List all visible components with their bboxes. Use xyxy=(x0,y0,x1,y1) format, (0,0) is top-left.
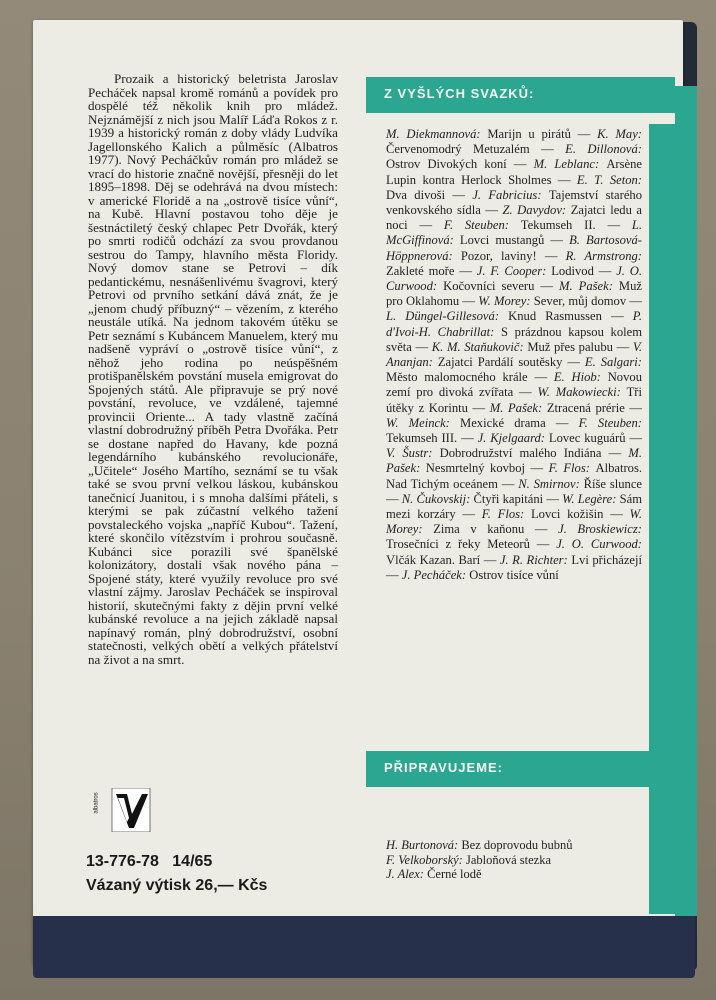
book-title: Lodivod xyxy=(551,263,594,278)
book-title: Arsène Lupin kontra Herlock Sholmes xyxy=(386,157,642,187)
book-title: Vlčák Kazan. Barí xyxy=(386,552,481,567)
book-title: Zajatci ledu a noci xyxy=(386,203,643,233)
book-author: N. Smirnov: xyxy=(518,476,584,491)
book-title: Dobrodružství malého Indiána xyxy=(439,446,602,461)
book-author: P. d'Ivoi-H. Chabrillat: xyxy=(386,309,643,339)
book-title: Sám mezi korzáry xyxy=(386,491,643,522)
book-author: F. Flos: xyxy=(548,461,596,476)
book-author: W. Legère: xyxy=(562,491,620,506)
book-title: Tři útěky z Korintu xyxy=(386,385,642,415)
book-author: W. Makowiecki: xyxy=(537,385,627,400)
teal-vertical-bar xyxy=(649,124,675,914)
book-title: Lvi přicházejí xyxy=(571,552,643,567)
book-title: Ostrov Divokých koní xyxy=(386,157,507,172)
book-title: Albatros. Nad Tichým oceánem xyxy=(386,461,642,491)
upcoming-list xyxy=(386,838,646,882)
book-author: W. Morey: xyxy=(478,294,534,309)
albatros-logo-text: albatros xyxy=(93,792,100,814)
book-author: W. Morey: xyxy=(386,507,642,537)
book-title: Červenomodrý Metuzalém xyxy=(386,142,530,157)
book-title: Čtyři kapitáni xyxy=(473,491,544,506)
book-title: S prázdnou kapsou kolem světa xyxy=(386,324,643,354)
book-author: H. Burtonová: xyxy=(386,838,462,852)
book-author: J. Kjelgaard: xyxy=(477,431,549,446)
book-author: M. Pašek: xyxy=(386,446,642,476)
book-author: K. M. Staňukovič: xyxy=(431,339,528,354)
book-author: J. Pecháček: xyxy=(401,567,470,582)
albatros-v-icon xyxy=(98,788,160,832)
book-author: E. Salgari: xyxy=(584,355,642,370)
published-list: M. Diekmannová: Marijn u pirátů — K. May: Červenomodrý Metuzalém — E. Dillonová: Ostrov Divokých koní — M. Leblanc: Arsène Lupin kontra Herlock Sholmes — E. T. Seton: Dva divoši — J. Fabricius: Tajemství starého venkovského sídla — Z. Davydov: Zajatci ledu a noci — F. Steuben: Tekumseh II. — L. McGiffinová: Lovci mustangů — B. Bartosová-Höppnerová: Pozor, laviny! — R. Armstrong: Zakleté moře — J. F. Cooper: Lodivod — J. O. Curwood: Kočovníci severu — M. Pašek: Muž pro Oklahomu — W. Morey: Sever, můj domov — L. Düngel-Gillesová: Knud Rasmussen — P. d'Ivoi-H. Chabrillat: S prázdnou kapsou kolem světa — K. M. Staňukovič: Muž přes palubu — V. Ananjan: Zajatci Pardálí soutěsky — E. Salgari: Město malomocného krále — E. Hiob: Novou zemí pro divoká zvířata — W. Makowiecki: Tři útěky z Korintu — M. Pašek: Ztracená prérie — W. Meinck: Mexické drama — F. Steuben: Tekumseh III. — J. Kjelgaard: Lovec kuguárů — V. Šustr: Dobrodružství malého Indiána — M. Pašek: Nesmrtelný kovboj — F. Flos: Albatros. Nad Tichým oceánem — N. Smirnov: Říše slunce — N. Čukovskij: Čtyři kapitáni — W. Legère: Sám mezi korzáry — F. Flos: Lovci kožišin — W. Morey: Zima v kaňonu — J. Broskiewicz: Trosečníci z řeky Meteorů — J. O. Curwood: Vlčák Kazan. Barí — J. R. Richter: Lvi přicházejí — J. Pecháček: Ostrov tisíce vůní xyxy=(386,127,643,582)
book-author: E. T. Seton: xyxy=(576,172,642,187)
book-author: J. R. Richter: xyxy=(499,552,572,567)
book-author: W. Meinck: xyxy=(386,415,461,430)
book-author: L. McGiffinová: xyxy=(386,218,643,248)
book-author: M. Leblanc: xyxy=(533,157,607,172)
book-author: R. Armstrong: xyxy=(565,248,642,263)
upcoming-banner xyxy=(366,751,675,787)
book-author: E. Dillonová: xyxy=(565,142,642,157)
book-author: J. F. Cooper: xyxy=(476,263,552,278)
book-title: Dva divoši xyxy=(386,187,446,202)
book-title: Knud Rasmussen xyxy=(508,309,602,324)
book-author: J. O. Curwood: xyxy=(386,263,643,294)
book-title: Zajatci Pardálí soutěsky xyxy=(437,355,563,370)
book-author: E. Hiob: xyxy=(553,370,608,385)
book-title: Ostrov tisíce vůní xyxy=(469,567,559,582)
book-author: F. Steuben: xyxy=(578,415,642,430)
book-title: Jabloňová stezka xyxy=(465,852,552,867)
book-author: J. Alex: xyxy=(386,867,428,881)
price-label: Vázaný výtisk 26,— Kčs xyxy=(86,877,268,894)
published-title: Z VYŠLÝCH SVAZKŮ: xyxy=(384,86,535,101)
book-author: F. Flos: xyxy=(481,507,531,522)
book-title: Sever, můj domov xyxy=(533,294,627,309)
book-title: Novou zemí pro divoká zvířata xyxy=(386,370,642,400)
book-title: Kočovníci severu xyxy=(443,279,535,294)
book-title: Tekumseh II. xyxy=(520,218,596,233)
book-title: Lovec kuguárů xyxy=(548,431,626,446)
book-author: F. Steuben: xyxy=(443,218,521,233)
book-author: M. Diekmannová: xyxy=(386,127,488,141)
catalog-code: 13-776-78 14/65 xyxy=(86,853,213,870)
book-author: J. O. Curwood: xyxy=(556,537,642,552)
book-title: Ztracená prérie xyxy=(546,400,625,415)
book-title: Černé lodě xyxy=(427,867,482,881)
book-title: Zima v kaňonu xyxy=(433,522,525,537)
book-title: Nesmrtelný kovboj xyxy=(425,461,526,476)
book-title: Mexické drama xyxy=(460,415,546,430)
book-author: Z. Davydov: xyxy=(502,203,571,218)
book-title: Muž pro Oklahomu xyxy=(386,279,643,309)
book-author: M. Pašek: xyxy=(489,400,547,415)
book-title: Lovci mustangů xyxy=(459,233,545,248)
book-author: M. Pašek: xyxy=(559,279,619,294)
albatros-logo xyxy=(93,788,160,832)
publication-info xyxy=(86,850,267,898)
bottom-navy-band xyxy=(33,916,695,978)
book-title: Lovci kožišin xyxy=(530,507,604,522)
book-author: L. Düngel-Gillesová: xyxy=(386,309,509,324)
book-author: F. Velkoborský: xyxy=(386,852,466,867)
book-title: Marijn u pirátů xyxy=(487,127,571,141)
book-title: Říše slunce xyxy=(583,476,643,491)
book-title: Muž přes palubu xyxy=(527,339,613,354)
book-author: V. Šustr: xyxy=(386,446,440,461)
published-banner xyxy=(366,77,675,113)
book-title: Tekumseh III. xyxy=(386,431,458,446)
upcoming-title: PŘIPRAVUJEME: xyxy=(384,760,503,775)
teal-edge-stripe xyxy=(675,86,697,916)
book-description: Prozaik a historický beletrista Jaroslav Pecháček napsal kromě románů a povídek pro dospělé též několik knih pro mládež. Nejznámější z nich jsou Malíř Láďa Rokos z r. 1939 a historický román z doby vlády Ludvíka Jagellonského Kalich a půlměsíc (Albatros 1977). Nový Pecháčkův román pro mládež se vrací do historie značně novější, přesněji do let 1895–1898. Děj se odehrává na dvou místech: v americké Floridě a na „ostrově tisíce vůní“, na Kubě. Hlavní postavou toho děje je šestnáctiletý český chlapec Petr Dvořák, který po smrti rodičů odchází za svou provdanou sestrou do Tampy, hlavního města Floridy. Nový domov stane se Petrovi – dík pedantickému, nesnášenlivému švagrovi, který Petrovi od prvního setkání dává znát, že je „jenom chudý příbuzný“ – vězením, z kterého neustále utíká. Na jednom takovém útěku se Petr seznámí s Kubáncem Manuelem, který mu nadšeně vypráví o „ostrově tisíce vůní“, z něhož jeho rodina po neúspěšném protišpanělském povstání musela emigrovat do Spojených států. Ale připravuje se prý nové povstání, revoluce, ve vzdálené, tajemné provincii Oriente... A tady vlastně začíná vlastní dobrodružný příběh Petra Dvořáka. Petr se dostane napřed do Havany, kde pozná legendárního kubánského revolucionáře, „Učitele“ Josého Martího, seznámí se tu však také se svou první velkou láskou, kubánskou tanečnicí Juanitou, i s mnoha dalšími přáteli, s kterými se pak zúčastní velkého tažení povstaleckého vojska „napříč Kubou“. Tažení, které skončilo vítězstvím i prohrou současně. Kubánci sice porazili své španělské kolonizátory, dostali však nového pána – Spojené státy, které využily revoluce pro své vlastní zájmy. Jaroslav Pecháček se inspiroval historií, skutečnými fakty z dějin první velké kubánské revoluce a na jejich základě napsal napínavý román, plný dobrodružství, osobní statečnosti, velkých obětí a velkých přátelství na život a na smrt. xyxy=(88,71,338,667)
book-title: Zakleté moře xyxy=(386,263,455,278)
book-author: J. Broskiewicz: xyxy=(558,522,642,537)
book-title: Tajemství starého venkovského sídla xyxy=(386,187,643,218)
book-title: Pozor, laviny! xyxy=(460,248,537,263)
book-author: K. May: xyxy=(597,127,642,141)
book-title: Bez doprovodu bubnů xyxy=(461,838,573,852)
book-author: V. Ananjan: xyxy=(386,339,643,370)
book-title: Město malomocného krále xyxy=(386,370,528,385)
book-author: N. Čukovskij: xyxy=(401,491,474,506)
book-author: J. Fabricius: xyxy=(472,187,549,202)
book-title: Trosečníci z řeky Meteorů xyxy=(386,537,530,552)
book-author: B. Bartosová-Höppnerová: xyxy=(386,233,642,263)
